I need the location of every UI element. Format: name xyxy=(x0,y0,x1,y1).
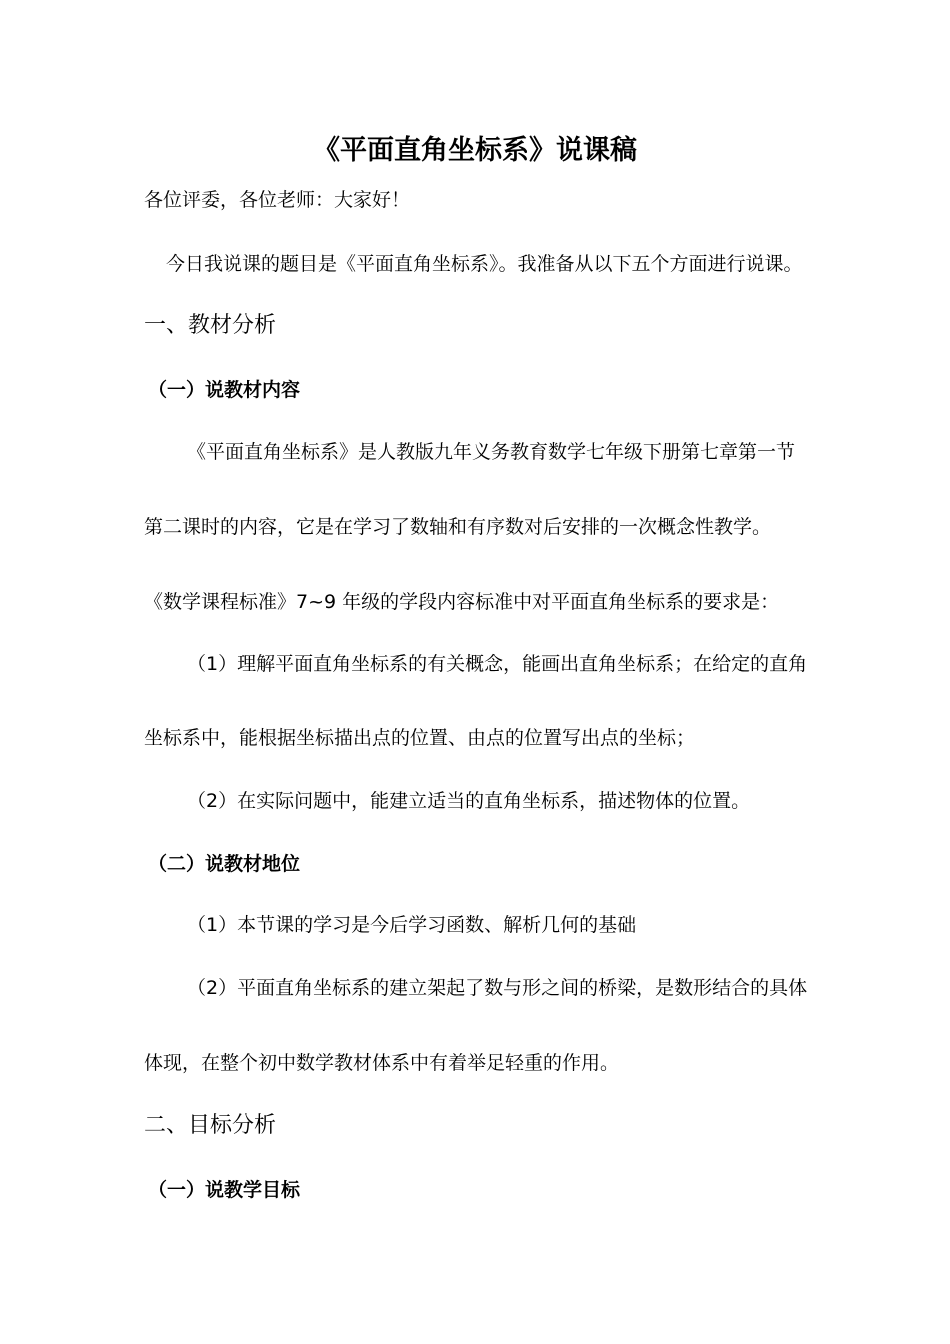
subsection-heading-teaching-goals: （一）说教学目标 xyxy=(148,1179,301,1201)
content-paragraph-line: 《平面直角坐标系》是人教版九年义务教育数学七年级下册第七章第一节 xyxy=(187,441,796,463)
requirement-item-1-line: （1）理解平面直角坐标系的有关概念，能画出直角坐标系；在给定的直角 xyxy=(187,653,808,675)
status-item-2-line: 体现，在整个初中数学教材体系中有着举足轻重的作用。 xyxy=(144,1052,620,1074)
section-heading-textbook-analysis: 一、教材分析 xyxy=(144,313,277,338)
requirement-item-2: （2）在实际问题中，能建立适当的直角坐标系，描述物体的位置。 xyxy=(187,790,751,812)
section-heading-goal-analysis: 二、目标分析 xyxy=(144,1113,277,1138)
intro-paragraph: 今日我说课的题目是《平面直角坐标系》。我准备从以下五个方面进行说课。 xyxy=(166,253,803,275)
requirement-item-1-line: 坐标系中，能根据坐标描出点的位置、由点的位置写出点的坐标； xyxy=(144,727,696,749)
status-item-2-line: （2）平面直角坐标系的建立架起了数与形之间的桥梁，是数形结合的具体 xyxy=(187,977,808,999)
content-paragraph-line: 第二课时的内容，它是在学习了数轴和有序数对后安排的一次概念性教学。 xyxy=(144,516,772,538)
subsection-heading-content: （一）说教材内容 xyxy=(148,379,301,401)
document-title: 《平面直角坐标系》说课稿 xyxy=(313,135,637,166)
greeting-text: 各位评委，各位老师：大家好！ xyxy=(144,189,411,211)
standard-paragraph: 《数学课程标准》7~9 年级的学段内容标准中对平面直角坐标系的要求是： xyxy=(144,591,780,613)
status-item-1: （1）本节课的学习是今后学习函数、解析几何的基础 xyxy=(187,914,637,936)
subsection-heading-status: （二）说教材地位 xyxy=(148,853,301,875)
